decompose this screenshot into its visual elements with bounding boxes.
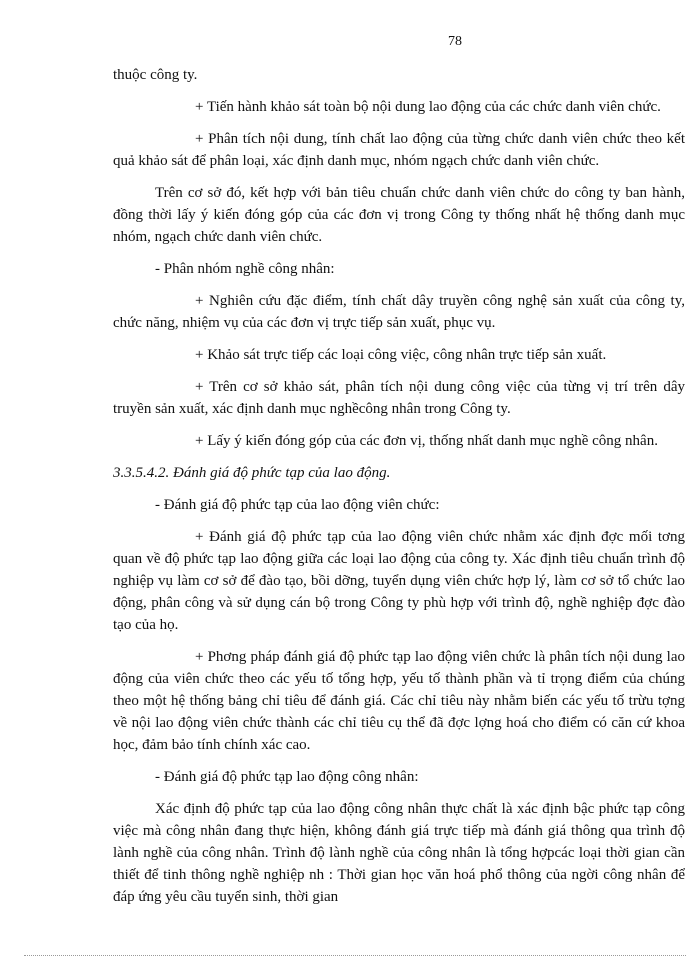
- paragraph: - Đánh giá độ phức tạp lao động công nhân:: [155, 769, 419, 785]
- paragraph: + Trên cơ sở khảo sát, phân tích nội dung công việc của từng vị trí trên dây truyền sản xuất, xác định danh mục nghềcông nhân trong Công ty.: [113, 379, 685, 417]
- document-body: [113, 64, 685, 918]
- paragraph: Xác định độ phức tạp của lao động công nhân thực chất là xác định bậc phức tạp công việc mà công nhân đang thực hiện, không đánh giá trực tiếp mà đánh giá thông qua trình độ lành nghề của công nhân. Trình độ lành nghề của công nhân là tổng hợpcác loại thời gian cần thiết để tinh thông nghề nghiệp nh : Thời gian học văn hoá phổ thông của ngời công nhân để đáp ứng yêu cầu tuyển sinh, thời gian: [113, 801, 685, 905]
- paragraph: + Phân tích nội dung, tính chất lao động của từng chức danh viên chức theo kết quả khảo sát để phân loại, xác định danh mục, nhóm ngạch chức danh viên chức.: [113, 131, 685, 169]
- paragraph: + Nghiên cứu đặc điểm, tính chất dây truyền công nghệ sản xuất của công ty, chức năng, nhiệm vụ của các đơn vị trực tiếp sản xuất, phục vụ.: [113, 293, 685, 331]
- paragraph: + Đánh giá độ phức tạp của lao động viên chức nhằm xác định đợc mối tơng quan về độ phức tạp lao động giữa các loại lao động của công ty. Xác định tiêu chuẩn trình độ nghiệp vụ làm cơ sở để đào tạo, bồi dỡng, tuyển dụng viên chức hợp lý, làm cơ sở tổ chức lao động, phân công và sử dụng cán bộ trong Công ty phù hợp với trình độ, nghề nghiệp đợc đào tạo của họ.: [113, 529, 685, 633]
- paragraph: - Phân nhóm nghề công nhân:: [155, 261, 335, 277]
- paragraph: thuộc công ty.: [113, 67, 198, 83]
- paragraph: + Khảo sát trực tiếp các loại công việc, công nhân trực tiếp sản xuất.: [195, 347, 607, 363]
- paragraph: Trên cơ sở đó, kết hợp với bản tiêu chuẩn chức danh viên chức do công ty ban hành, đồng thời lấy ý kiến đóng góp của các đơn vị trong Công ty thống nhất hệ thống danh mục nhóm, ngạch chức danh viên chức.: [113, 185, 685, 245]
- paragraph: - Đánh giá độ phức tạp của lao động viên chức:: [155, 497, 440, 513]
- page-bottom-divider: [24, 955, 686, 956]
- paragraph: + Tiến hành khảo sát toàn bộ nội dung lao động của các chức danh viên chức.: [195, 99, 661, 115]
- paragraph: + Lấy ý kiến đóng góp của các đơn vị, thống nhất danh mục nghề công nhân.: [195, 433, 658, 449]
- section-heading: 3.3.5.4.2. Đánh giá độ phức tạp của lao động.: [113, 465, 391, 481]
- paragraph: + Phơng pháp đánh giá độ phức tạp lao động viên chức là phân tích nội dung lao động của viên chức theo các yếu tố tổng hợp, yếu tố thành phần và tỉ trọng điểm của chúng theo một hệ thống bảng chỉ tiêu để đánh giá. Các chỉ tiêu này nhằm biến các yếu tố trừu tợng về nội lao động viên chức thành các chỉ tiêu cụ thể đã đợc lợng hoá cho điểm có căn cứ khoa học, đảm bảo tính chính xác cao.: [113, 649, 685, 753]
- page-number: 78: [448, 34, 462, 49]
